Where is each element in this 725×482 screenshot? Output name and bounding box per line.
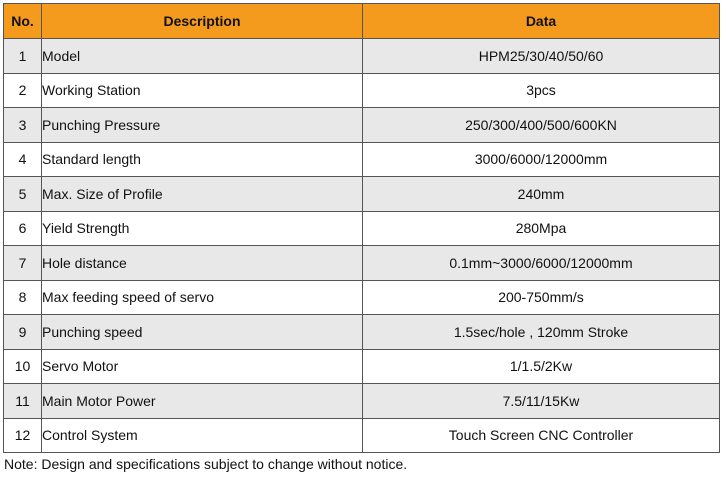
table-row [4, 142, 720, 177]
table-row [4, 384, 720, 419]
row-number: 8 [4, 280, 42, 315]
row-data: 1.5sec/hole , 120mm Stroke [363, 315, 720, 350]
row-description: Max. Size of Profile [42, 177, 363, 212]
row-description: Max feeding speed of servo [42, 280, 363, 315]
table-row [4, 211, 720, 246]
row-data: 3pcs [363, 73, 720, 108]
row-description: Standard length [42, 142, 363, 177]
row-description: Working Station [42, 73, 363, 108]
header-no: No. [4, 4, 42, 39]
table-row [4, 108, 720, 143]
row-number: 12 [4, 418, 42, 453]
row-description: Model [42, 39, 363, 74]
row-data: 250/300/400/500/600KN [363, 108, 720, 143]
row-number: 3 [4, 108, 42, 143]
table-row [4, 315, 720, 350]
table-row [4, 39, 720, 74]
row-number: 6 [4, 211, 42, 246]
row-number: 1 [4, 39, 42, 74]
table-row [4, 280, 720, 315]
row-data: 3000/6000/12000mm [363, 142, 720, 177]
specification-table [3, 3, 720, 453]
table-header [4, 4, 720, 39]
row-data: 240mm [363, 177, 720, 212]
row-data: Touch Screen CNC Controller [363, 418, 720, 453]
row-data: 1/1.5/2Kw [363, 349, 720, 384]
row-number: 11 [4, 384, 42, 419]
row-description: Punching Pressure [42, 108, 363, 143]
row-data: 0.1mm~3000/6000/12000mm [363, 246, 720, 281]
row-data: 7.5/11/15Kw [363, 384, 720, 419]
table-row [4, 73, 720, 108]
row-description: Main Motor Power [42, 384, 363, 419]
row-description: Servo Motor [42, 349, 363, 384]
table-row [4, 177, 720, 212]
row-number: 4 [4, 142, 42, 177]
row-number: 10 [4, 349, 42, 384]
row-number: 2 [4, 73, 42, 108]
table-row [4, 349, 720, 384]
row-description: Control System [42, 418, 363, 453]
table-row [4, 418, 720, 453]
row-data: 200-750mm/s [363, 280, 720, 315]
row-description: Hole distance [42, 246, 363, 281]
header-description: Description [42, 4, 363, 39]
table-body [4, 39, 720, 453]
row-description: Yield Strength [42, 211, 363, 246]
row-data: 280Mpa [363, 211, 720, 246]
row-data: HPM25/30/40/50/60 [363, 39, 720, 74]
row-number: 7 [4, 246, 42, 281]
header-data: Data [363, 4, 720, 39]
row-description: Punching speed [42, 315, 363, 350]
footnote: Note: Design and specifications subject to change without notice. [4, 456, 408, 472]
row-number: 5 [4, 177, 42, 212]
header-row [4, 4, 720, 39]
table-row [4, 246, 720, 281]
row-number: 9 [4, 315, 42, 350]
